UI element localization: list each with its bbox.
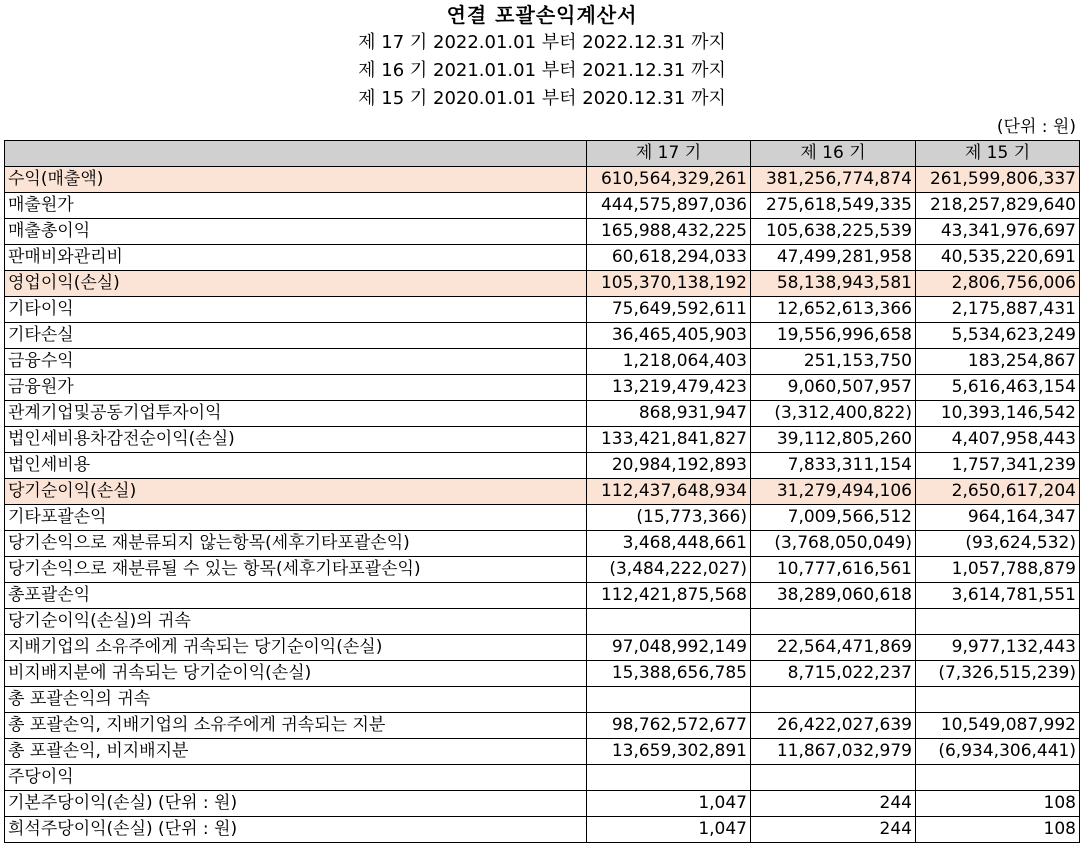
value-period-17: 60,618,294,033 xyxy=(587,245,751,271)
value-period-15: 4,407,958,443 xyxy=(916,427,1080,453)
value-period-15: 40,535,220,691 xyxy=(916,245,1080,271)
table-row xyxy=(5,271,1080,297)
value-period-17: 98,762,572,677 xyxy=(587,713,751,739)
row-label: 관계기업및공동기업투자이익 xyxy=(5,401,587,427)
value-period-17: 133,421,841,827 xyxy=(587,427,751,453)
value-period-15: 964,164,347 xyxy=(916,505,1080,531)
table-row xyxy=(5,609,1080,635)
value-period-17 xyxy=(587,687,751,713)
value-period-17: (15,773,366) xyxy=(587,505,751,531)
value-period-16: 31,279,494,106 xyxy=(751,479,916,505)
value-period-15: 5,534,623,249 xyxy=(916,323,1080,349)
table-row xyxy=(5,167,1080,193)
row-label: 영업이익(손실) xyxy=(5,271,587,297)
value-period-15: 10,549,087,992 xyxy=(916,713,1080,739)
row-label: 주당이익 xyxy=(5,765,587,791)
table-row xyxy=(5,635,1080,661)
header-cell-account xyxy=(5,141,587,167)
table-row xyxy=(5,245,1080,271)
value-period-16: 244 xyxy=(751,817,916,843)
table-row xyxy=(5,401,1080,427)
table-row xyxy=(5,531,1080,557)
value-period-17: 112,421,875,568 xyxy=(587,583,751,609)
value-period-17: 1,047 xyxy=(587,817,751,843)
value-period-16: 7,009,566,512 xyxy=(751,505,916,531)
period-line-17: 제 17 기 2022.01.01 부터 2022.12.31 까지 xyxy=(358,32,726,53)
value-period-17 xyxy=(587,765,751,791)
table-row xyxy=(5,765,1080,791)
value-period-17: 105,370,138,192 xyxy=(587,271,751,297)
row-label: 당기손익으로 재분류되지 않는항목(세후기타포괄손익) xyxy=(5,531,587,557)
value-period-15: 108 xyxy=(916,817,1080,843)
table-row xyxy=(5,791,1080,817)
value-period-15: 183,254,867 xyxy=(916,349,1080,375)
table-row xyxy=(5,687,1080,713)
value-period-16: 47,499,281,958 xyxy=(751,245,916,271)
value-period-15 xyxy=(916,687,1080,713)
value-period-16: 7,833,311,154 xyxy=(751,453,916,479)
value-period-17: 20,984,192,893 xyxy=(587,453,751,479)
value-period-17: (3,484,222,027) xyxy=(587,557,751,583)
period-line-16: 제 16 기 2021.01.01 부터 2021.12.31 까지 xyxy=(358,60,726,81)
value-period-17: 13,659,302,891 xyxy=(587,739,751,765)
row-label: 총 포괄손익, 비지배지분 xyxy=(5,739,587,765)
row-label: 금융원가 xyxy=(5,375,587,401)
value-period-16: 19,556,996,658 xyxy=(751,323,916,349)
value-period-17: 868,931,947 xyxy=(587,401,751,427)
row-label: 총 포괄손익, 지배기업의 소유주에게 귀속되는 지분 xyxy=(5,713,587,739)
value-period-16: (3,768,050,049) xyxy=(751,531,916,557)
row-label: 기타포괄손익 xyxy=(5,505,587,531)
value-period-15 xyxy=(916,609,1080,635)
row-label: 매출총이익 xyxy=(5,219,587,245)
value-period-16: 26,422,027,639 xyxy=(751,713,916,739)
value-period-15: 2,650,617,204 xyxy=(916,479,1080,505)
table-row xyxy=(5,557,1080,583)
value-period-17: 13,219,479,423 xyxy=(587,375,751,401)
row-label: 법인세비용 xyxy=(5,453,587,479)
value-period-16: 12,652,613,366 xyxy=(751,297,916,323)
value-period-15: 261,599,806,337 xyxy=(916,167,1080,193)
value-period-17: 112,437,648,934 xyxy=(587,479,751,505)
table-header-row xyxy=(5,141,1080,167)
value-period-16: (3,312,400,822) xyxy=(751,401,916,427)
value-period-17: 610,564,329,261 xyxy=(587,167,751,193)
value-period-15: 5,616,463,154 xyxy=(916,375,1080,401)
value-period-15: 1,057,788,879 xyxy=(916,557,1080,583)
value-period-15: 218,257,829,640 xyxy=(916,193,1080,219)
row-label: 기본주당이익(손실) (단위 : 원) xyxy=(5,791,587,817)
value-period-15: (6,934,306,441) xyxy=(916,739,1080,765)
value-period-16 xyxy=(751,765,916,791)
value-period-15: 43,341,976,697 xyxy=(916,219,1080,245)
row-label: 기타이익 xyxy=(5,297,587,323)
value-period-15: (93,624,532) xyxy=(916,531,1080,557)
row-label: 총 포괄손익의 귀속 xyxy=(5,687,587,713)
value-period-16: 9,060,507,957 xyxy=(751,375,916,401)
row-label: 법인세비용차감전순이익(손실) xyxy=(5,427,587,453)
table-row xyxy=(5,739,1080,765)
table-row xyxy=(5,349,1080,375)
value-period-17 xyxy=(587,609,751,635)
value-period-16 xyxy=(751,687,916,713)
row-label: 금융수익 xyxy=(5,349,587,375)
value-period-16: 244 xyxy=(751,791,916,817)
value-period-16: 275,618,549,335 xyxy=(751,193,916,219)
row-label: 총포괄손익 xyxy=(5,583,587,609)
row-label: 판매비와관리비 xyxy=(5,245,587,271)
value-period-15 xyxy=(916,765,1080,791)
row-label: 매출원가 xyxy=(5,193,587,219)
value-period-16: 58,138,943,581 xyxy=(751,271,916,297)
table-row xyxy=(5,661,1080,687)
value-period-17: 97,048,992,149 xyxy=(587,635,751,661)
value-period-17: 165,988,432,225 xyxy=(587,219,751,245)
document-title: 연결 포괄손익계산서 xyxy=(446,3,638,27)
row-label: 당기손익으로 재분류될 수 있는 항목(세후기타포괄손익) xyxy=(5,557,587,583)
value-period-17: 1,047 xyxy=(587,791,751,817)
table-row xyxy=(5,323,1080,349)
value-period-16: 22,564,471,869 xyxy=(751,635,916,661)
row-label: 당기순이익(손실)의 귀속 xyxy=(5,609,587,635)
value-period-17: 444,575,897,036 xyxy=(587,193,751,219)
row-label: 지배기업의 소유주에게 귀속되는 당기순이익(손실) xyxy=(5,635,587,661)
row-label: 수익(매출액) xyxy=(5,167,587,193)
header-cell-period-15: 제 15 기 xyxy=(916,141,1080,167)
row-label: 당기순이익(손실) xyxy=(5,479,587,505)
table-row xyxy=(5,817,1080,843)
table-row xyxy=(5,219,1080,245)
value-period-16: 38,289,060,618 xyxy=(751,583,916,609)
value-period-15: 2,806,756,006 xyxy=(916,271,1080,297)
table-row xyxy=(5,583,1080,609)
period-line-15: 제 15 기 2020.01.01 부터 2020.12.31 까지 xyxy=(358,88,726,109)
value-period-17: 15,388,656,785 xyxy=(587,661,751,687)
value-period-16: 381,256,774,874 xyxy=(751,167,916,193)
row-label: 기타손실 xyxy=(5,323,587,349)
table-row xyxy=(5,479,1080,505)
value-period-17: 75,649,592,611 xyxy=(587,297,751,323)
value-period-15: 108 xyxy=(916,791,1080,817)
row-label: 희석주당이익(손실) (단위 : 원) xyxy=(5,817,587,843)
value-period-16: 8,715,022,237 xyxy=(751,661,916,687)
value-period-15: (7,326,515,239) xyxy=(916,661,1080,687)
table-body xyxy=(5,167,1080,843)
value-period-15: 3,614,781,551 xyxy=(916,583,1080,609)
value-period-16: 105,638,225,539 xyxy=(751,219,916,245)
table-row xyxy=(5,713,1080,739)
header-cell-period-17: 제 17 기 xyxy=(587,141,751,167)
value-period-17: 1,218,064,403 xyxy=(587,349,751,375)
table-row xyxy=(5,453,1080,479)
value-period-17: 3,468,448,661 xyxy=(587,531,751,557)
unit-label: (단위 : 원) xyxy=(996,117,1076,137)
value-period-16 xyxy=(751,609,916,635)
table-row xyxy=(5,505,1080,531)
table-row xyxy=(5,375,1080,401)
value-period-15: 10,393,146,542 xyxy=(916,401,1080,427)
table-row xyxy=(5,297,1080,323)
value-period-15: 1,757,341,239 xyxy=(916,453,1080,479)
row-label: 비지배지분에 귀속되는 당기순이익(손실) xyxy=(5,661,587,687)
header-cell-period-16: 제 16 기 xyxy=(751,141,916,167)
value-period-15: 9,977,132,443 xyxy=(916,635,1080,661)
value-period-16: 11,867,032,979 xyxy=(751,739,916,765)
value-period-16: 10,777,616,561 xyxy=(751,557,916,583)
value-period-16: 39,112,805,260 xyxy=(751,427,916,453)
value-period-17: 36,465,405,903 xyxy=(587,323,751,349)
income-statement-table xyxy=(4,140,1080,843)
value-period-16: 251,153,750 xyxy=(751,349,916,375)
table-row xyxy=(5,427,1080,453)
table-row xyxy=(5,193,1080,219)
value-period-15: 2,175,887,431 xyxy=(916,297,1080,323)
